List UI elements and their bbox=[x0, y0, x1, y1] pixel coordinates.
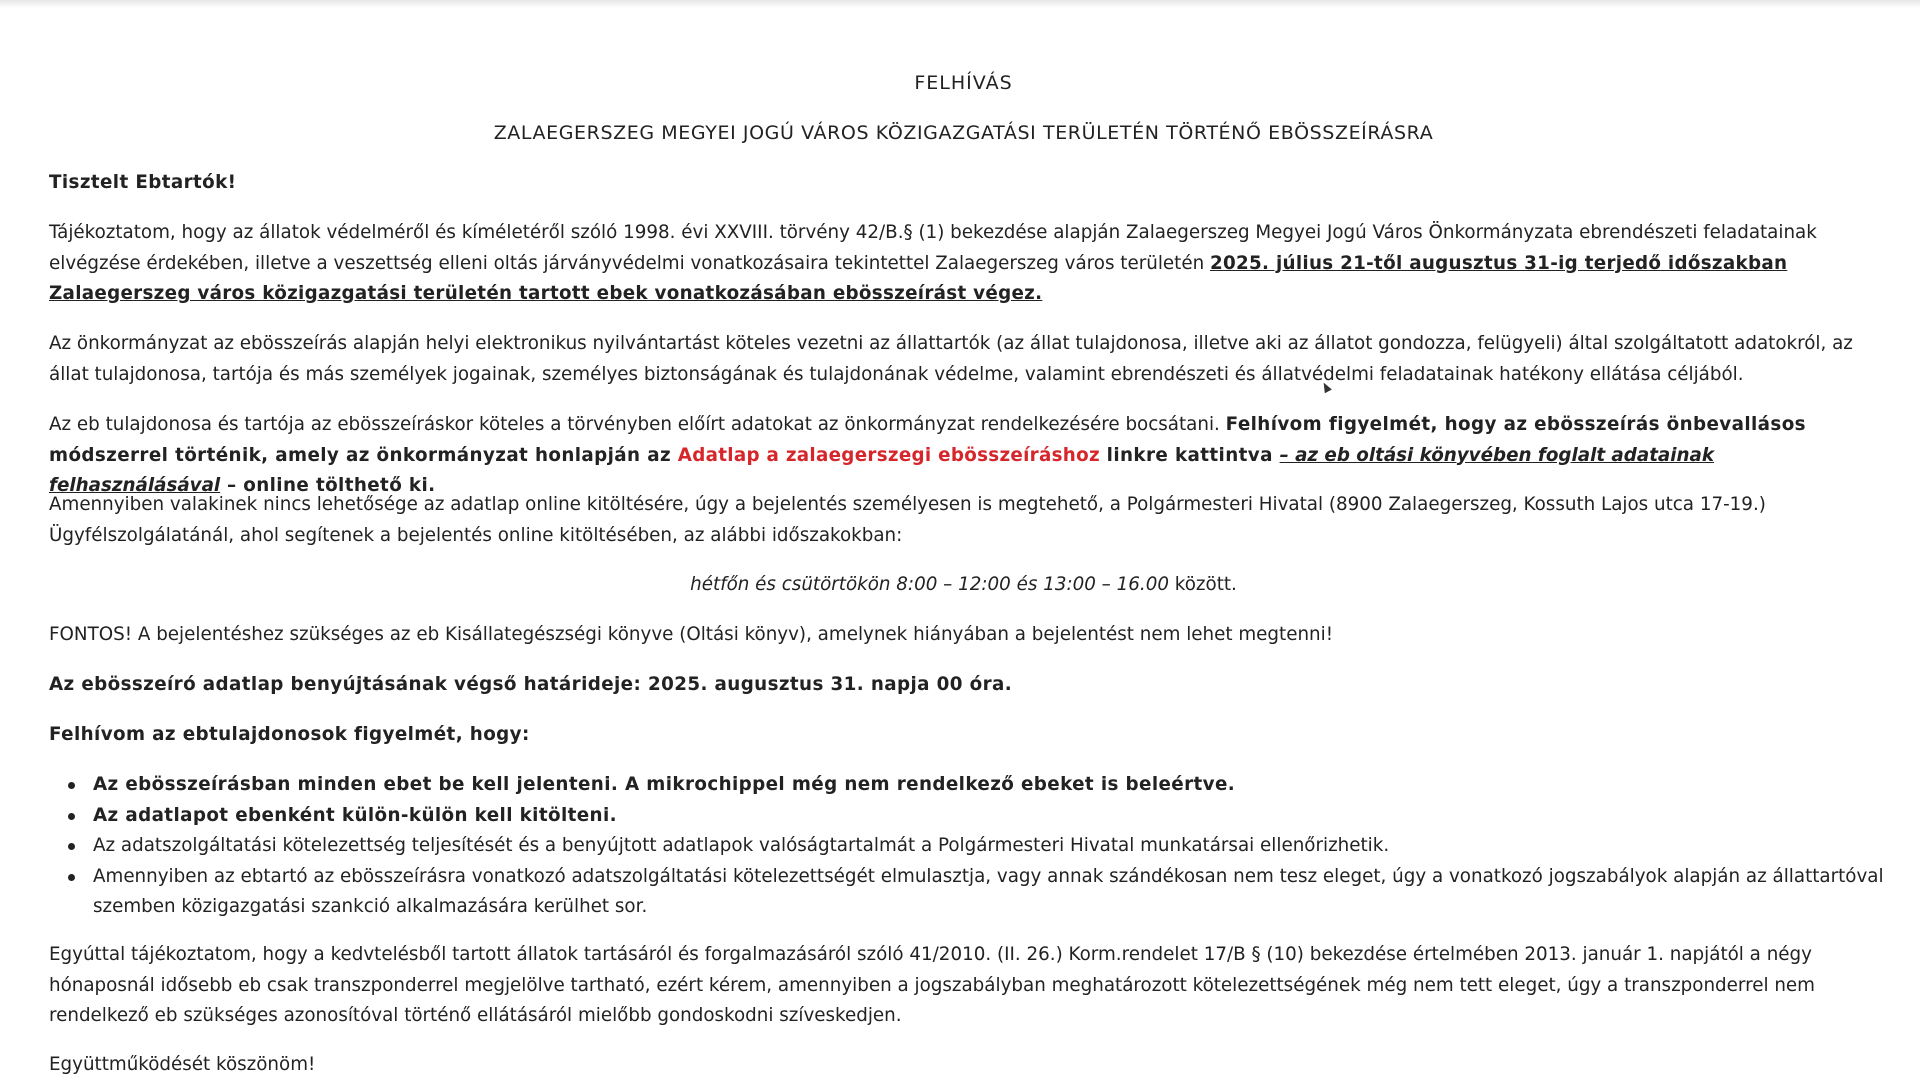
closing-line: Együttműködését köszönöm! bbox=[49, 1054, 316, 1075]
page-subtitle: ZALAEGERSZEG MEGYEI JOGÚ VÁROS KÖZIGAZGATÁSI TERÜLETÉN TÖRTÉNŐ EBÖSSZEÍRÁSRA bbox=[493, 122, 1434, 144]
list-item: Az adatlapot ebenként külön-külön kell kitölteni. bbox=[93, 801, 1928, 832]
registration-form-link[interactable]: Adatlap a zalaegerszegi ebösszeíráshoz bbox=[677, 444, 1100, 466]
paragraph-registry: Az önkormányzat az ebösszeírás alapján helyi elektronikus nyilvántartást köteles vezetni az állattartók (az állat tulajdonosa, illetve aki az állatot gondozza, felügyeli) által szolgáltatott adatokról, az állat tulajdonosa, tartója és más személyek jogainak, személyes biztonságának és tulajdonának védelme, valamint ebrendészeti és állatvédelmi feladatainak hatékony ellátása céljából. bbox=[49, 333, 1853, 385]
attention-heading: Felhívom az ebtulajdonosok figyelmét, hogy: bbox=[49, 724, 530, 745]
paragraph-online-form-italic: – az eb oltási könyvében foglalt adatainak felhasználásával bbox=[49, 444, 1715, 496]
office-hours bbox=[49, 570, 1878, 601]
paragraph-transponder: Egyúttal tájékoztatom, hogy a kedvtelésből tartott állatok tartásáról és forgalmazásáról szóló 41/2010. (II. 26.) Korm.rendelet 17/B § (10) bekezdése értelmében 2013. január 1. napjától a négy hónaposnál idősebb eb csak transzponderrel megjelölve tartható, ezért kérem, amennyiben a jogszabályban meghatározott kötelezettségének még nem tett eleget, úgy a transzponderrel nem rendelkező eb szükséges azonosítóval történő ellátásáról mielőbb gondoskodni szíveskedjen. bbox=[49, 944, 1815, 1026]
paragraph-online-form-bold-end: – online tölthető ki. bbox=[220, 475, 436, 496]
notice-content bbox=[49, 0, 1889, 1075]
greeting: Tisztelt Ebtartók! bbox=[49, 172, 237, 193]
paragraph-online-form bbox=[49, 410, 1884, 502]
paragraph-in-person: Amennyiben valakinek nincs lehetősége az adatlap online kitöltésére, úgy a bejelentés személyesen is megtehető, a Polgármesteri Hivatal (8900 Zalaegerszeg, Kossuth Lajos utca 17-19.) Ügyfélszolgálatánál, ahol segítenek a bejelentés online kitöltésében, az alábbi időszakokban: bbox=[49, 494, 1766, 546]
paragraph-online-form-bold-mid: linkre kattintva bbox=[1099, 444, 1280, 466]
page-title: FELHÍVÁS bbox=[914, 72, 1013, 94]
office-hours-suffix: között. bbox=[1168, 574, 1237, 595]
paragraph-intro-emphasis: 2025. július 21-től augusztus 31-ig terjedő időszakban Zalaegerszeg város közigazgatási területén tartott ebek vonatkozásában ebösszeírást végez. bbox=[49, 252, 1788, 304]
paragraph-intro-text: Tájékoztatom, hogy az állatok védelméről és kíméletéről szóló 1998. évi XXVIII. törvény 42/B.§ (1) bekezdése alapján Zalaegerszeg Megyei Jogú Város Önkormányzata ebrendészeti feladatainak elvégzése érdekében, illetve a veszettség elleni oltás járványvédelmi vonatkozásaira tekintettel Zalaegerszeg város területén bbox=[49, 222, 1817, 274]
paragraph-online-form-text: Az eb tulajdonosa és tartója az ebösszeíráskor köteles a törvényben előírt adatokat az önkormányzat rendelkezésére bocsátani. bbox=[49, 414, 1226, 435]
paragraph-online-form-bold-intro: Felhívom figyelmét, hogy az ebösszeírás önbevallásos módszerrel történik, amely az önkormányzat honlapján az bbox=[49, 414, 1806, 466]
paragraph-intro bbox=[49, 218, 1884, 310]
list-item: Az ebösszeírásban minden ebet be kell jelenteni. A mikrochippel még nem rendelkező ebeket is beleértve. bbox=[93, 770, 1928, 801]
important-notice: FONTOS! A bejelentéshez szükséges az eb Kisállategészségi könyve (Oltási könyv), amelynek hiányában a bejelentést nem lehet megtenni! bbox=[49, 624, 1334, 645]
list-item: Az adatszolgáltatási kötelezettség teljesítését és a benyújtott adatlapok valóságtartalmát a Polgármesteri Hivatal munkatársai ellenőrizhetik. bbox=[93, 831, 1928, 862]
requirements-list bbox=[49, 770, 1928, 923]
list-item: Amennyiben az ebtartó az ebösszeírásra vonatkozó adatszolgáltatási kötelezettségét elmulasztja, vagy annak szándékosan nem tesz eleget, úgy a vonatkozó jogszabályok alapján az állattartóval szemben közigazgatási szankció alkalmazására kerülhet sor. bbox=[93, 862, 1928, 923]
deadline-notice: Az ebösszeíró adatlap benyújtásának végső határideje: 2025. augusztus 31. napja 00 óra. bbox=[49, 674, 1013, 695]
office-hours-times: hétfőn és csütörtökön 8:00 – 12:00 és 13:00 – 16.00 bbox=[690, 574, 1169, 595]
